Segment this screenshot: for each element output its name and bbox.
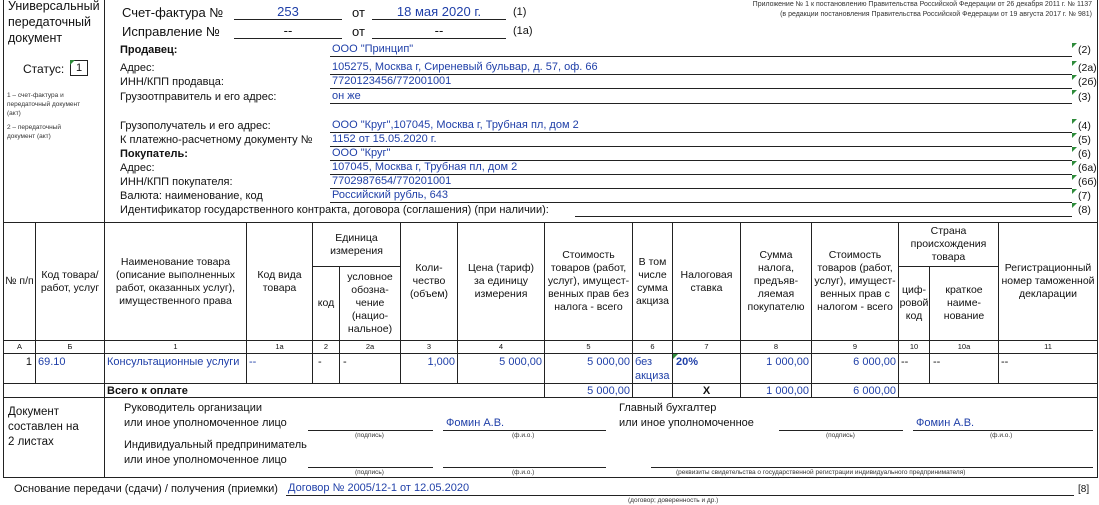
appendix-line-1: Приложение № 1 к постановлению Правительства Российской Федерации от 26 декабря 2011 г. № 1137 (752, 1, 1092, 8)
invoice-date-field[interactable]: 18 мая 2020 г. (372, 4, 506, 20)
colnum: Б (67, 342, 73, 351)
cell-unit-name[interactable]: - (343, 356, 347, 368)
party-code: (5) (1078, 134, 1091, 146)
ip-sig-caption: (подпись) (355, 469, 384, 476)
tax-rate-corner-mark (673, 354, 678, 359)
party-value-field[interactable]: 7720123456/772001001 (330, 75, 1072, 89)
party-value-field[interactable]: Российский рубль, 643 (330, 189, 1072, 203)
party-value-field[interactable]: 1152 от 15.05.2020 г. (330, 133, 1072, 147)
cell-name[interactable]: Консультационные услуги (107, 356, 240, 368)
th-tax-rate: Налоговая ставка (680, 268, 733, 294)
th-country-code: циф-ровой код (899, 284, 929, 322)
party-value-field[interactable]: ООО "Круг" (330, 147, 1072, 161)
basis-code: [8] (1078, 484, 1090, 495)
cell-country-code[interactable]: -- (901, 356, 909, 368)
field-corner-mark (1072, 119, 1077, 124)
th-kind-code: Код вида товара (257, 268, 302, 294)
th-unit-group: Единица измерения (330, 231, 383, 257)
party-code: (6а) (1078, 162, 1097, 174)
party-label: ИНН/КПП продавца: (120, 76, 224, 88)
signatures-bottom-border (3, 477, 1098, 478)
basis-label: Основание передачи (сдачи) / получения (приемки) (14, 483, 278, 495)
frame-left-upper (3, 0, 4, 222)
invoice-from-label: от (352, 5, 365, 20)
head-name-field[interactable]: Фомин А.В. (443, 417, 606, 431)
head-label-1: Руководитель организации (124, 402, 263, 414)
party-label: ИНН/КПП покупателя: (120, 176, 233, 188)
field-corner-mark (1072, 43, 1077, 48)
party-label: К платежно-расчетному документу № (120, 134, 313, 146)
party-label: Валюта: наименование, код (120, 190, 263, 202)
party-label: Покупатель: (120, 148, 188, 160)
chief-acc-fio-caption: (ф.и.о.) (990, 432, 1013, 439)
th-country-name: краткое наиме-нование (943, 284, 985, 322)
cell-tax-sum[interactable]: 1 000,00 (766, 356, 809, 368)
th-cost-with-tax: Стоимость товаров (работ, услуг), имущест-венных прав с налогом - всего (814, 249, 896, 313)
party-label: Продавец: (120, 44, 178, 56)
chief-acc-label-2: или иное уполномоченное (619, 417, 754, 429)
frame-left-lower (3, 397, 4, 477)
cell-country-name[interactable]: -- (933, 356, 941, 368)
th-code: Код товара/ работ, услуг (40, 268, 100, 294)
field-corner-mark (1072, 133, 1077, 138)
th-tax-sum: Сумма налога, предъяв-ляемая покупателю (747, 249, 805, 313)
correction-date-field[interactable]: -- (372, 23, 506, 39)
cell-price[interactable]: 5 000,00 (499, 356, 542, 368)
th-decl: Регистрационный номер таможенной декларации (1001, 262, 1095, 300)
doc-made-line-2: составлен на (8, 421, 79, 433)
colnum: 6 (650, 342, 655, 351)
cell-cost-no-tax[interactable]: 5 000,00 (587, 356, 630, 368)
total-tax-sum: 1 000,00 (766, 385, 809, 397)
party-code: (6) (1078, 148, 1091, 160)
field-corner-mark (1072, 147, 1077, 152)
frame-divider-lower (104, 397, 105, 477)
invoice-number-field[interactable]: 253 (234, 4, 342, 20)
colnum: 11 (1044, 342, 1052, 351)
frame-right-lower (1097, 397, 1098, 477)
field-corner-mark (1072, 90, 1077, 95)
doc-title-line-3: документ (8, 31, 63, 45)
ip-name-field[interactable] (443, 454, 606, 468)
party-value-field[interactable]: 107045, Москва г, Трубная пл, дом 2 (330, 161, 1072, 175)
colnum: 10 (909, 342, 919, 351)
correction-number-field[interactable]: -- (234, 23, 342, 39)
th-name: Наименование товара (описание выполненных работ, оказанных услуг), имущественного права (115, 255, 236, 307)
th-country-group: Страна происхождения товара (910, 225, 987, 263)
colnum: 10а (957, 342, 971, 351)
party-label: Грузоотправитель и его адрес: (120, 91, 277, 103)
frame-sidebar-divider (104, 0, 105, 222)
correction-label: Исправление № (122, 24, 220, 39)
party-value-field[interactable]: ООО "Принцип" (330, 43, 1072, 57)
frame-right-upper (1097, 0, 1098, 222)
th-price: Цена (тариф) за единицу измерения (467, 262, 535, 300)
status-note-2a: 2 – передаточный (7, 124, 61, 131)
party-label: Грузополучатель и его адрес: (120, 120, 271, 132)
cell-excise-line-2[interactable]: акциза (635, 370, 670, 382)
party-code: (2а) (1078, 62, 1097, 74)
code-1: (1) (513, 6, 527, 18)
colnum: 9 (852, 342, 858, 351)
party-code: (2б) (1078, 76, 1097, 88)
th-cost-no-tax: Стоимость товаров (работ, услуг), имущест-венных прав без налога - всего (547, 249, 630, 313)
party-code: (2) (1078, 44, 1091, 56)
status-label: Статус: (23, 62, 65, 76)
colnum: 1 (173, 342, 178, 351)
colnum: А (16, 342, 22, 351)
head-sig-caption: (подпись) (355, 432, 384, 439)
doc-made-line-3: 2 листах (8, 436, 54, 448)
invoice-label: Счет-фактура № (122, 5, 224, 20)
party-code: (3) (1078, 91, 1091, 103)
total-label: Всего к оплате (107, 385, 188, 397)
colnum: 7 (704, 342, 709, 351)
party-code: (8) (1078, 204, 1091, 216)
head-label-2: или иное уполномоченное лицо (124, 417, 287, 429)
ip-requisites-field[interactable] (651, 454, 1093, 468)
basis-caption: (договор; доверенность и др.) (628, 497, 719, 504)
colnum: 1а (275, 342, 284, 351)
total-bottom-border (3, 397, 1098, 398)
field-corner-mark (1072, 189, 1077, 194)
cell-no: 1 (25, 356, 32, 368)
party-value-field[interactable]: 7702987654/770201001 (330, 175, 1072, 189)
col-line (1097, 222, 1098, 397)
th-qty: Коли-чество (объем) (409, 262, 449, 300)
doc-title-line-2: передаточный (8, 15, 91, 29)
doc-made-line-1: Документ (8, 406, 60, 418)
party-code: (4) (1078, 120, 1091, 132)
party-code: (7) (1078, 190, 1091, 202)
cell-kind-code[interactable]: -- (249, 356, 257, 368)
th-unit-code: код (317, 297, 335, 309)
party-value-field[interactable]: ООО "Круг",107045, Москва г, Трубная пл, дом 2 (330, 119, 1072, 133)
party-label: Адрес: (120, 162, 155, 174)
ip-fio-caption: (ф.и.о.) (512, 469, 535, 476)
party-label: Адрес: (120, 62, 155, 74)
code-1a: (1а) (513, 25, 533, 37)
ip-label-2: или иное уполномоченное лицо (124, 454, 287, 466)
status-corner-mark (70, 60, 75, 65)
chief-acc-label-1: Главный бухгалтер (619, 402, 717, 414)
party-value-field[interactable] (575, 203, 1072, 217)
ip-requisites-caption: (реквизиты свидетельства о государственной регистрации индивидуального предпринимателя) (676, 469, 966, 476)
chief-acc-sig-caption: (подпись) (826, 432, 855, 439)
cell-tax-rate[interactable]: 20% (676, 356, 699, 368)
head-fio-caption: (ф.и.о.) (512, 432, 535, 439)
party-label: Идентификатор государственного контракта, договора (соглашения) (при наличии): (120, 204, 549, 216)
cell-unit-code[interactable]: - (318, 356, 322, 368)
cell-qty[interactable]: 1,000 (427, 356, 455, 368)
colnum: 8 (773, 342, 779, 351)
status-note-1b: передаточный документ (7, 101, 81, 108)
row-bottom-border (3, 383, 1098, 384)
colnum: 4 (498, 342, 504, 351)
chief-acc-signature-line[interactable] (779, 417, 903, 431)
ip-label-1: Индивидуальный предприниматель (124, 439, 307, 451)
doc-title-line-1: Универсальный (8, 0, 100, 13)
ip-signature-line[interactable] (308, 454, 433, 468)
field-corner-mark (1072, 175, 1077, 180)
total-cost-with-tax: 6 000,00 (853, 385, 896, 397)
head-signature-line[interactable] (308, 417, 433, 431)
colnum-bottom-border (3, 353, 1098, 354)
cell-cost-with-tax[interactable]: 6 000,00 (853, 356, 896, 368)
cell-code[interactable]: 69.10 (38, 356, 66, 368)
cell-decl[interactable]: -- (1001, 356, 1009, 368)
total-excise: X (702, 385, 711, 397)
party-code: (6б) (1078, 176, 1097, 188)
colnum: 2 (323, 342, 329, 351)
status-note-1c: (акт) (7, 110, 21, 117)
cell-excise-line-1[interactable]: без (635, 356, 653, 368)
party-value-field[interactable]: он же (330, 90, 1072, 104)
colnum: 3 (426, 342, 432, 351)
correction-from-label: от (352, 24, 365, 39)
th-excise: В том числе сумма акциза (636, 255, 669, 307)
party-value-field[interactable]: 105275, Москва г, Сиреневый бульвар, д. 57, оф. 66 (330, 61, 1072, 75)
th-unit-name: условное обозна-чение (нацио-нальное) (347, 271, 393, 335)
status-note-2b: документ (акт) (7, 133, 51, 140)
colnum: 2а (365, 342, 375, 351)
colnum: 5 (586, 342, 591, 351)
status-value-box[interactable]: 1 (70, 60, 88, 76)
chief-acc-name-field[interactable]: Фомин А.В. (913, 417, 1093, 431)
status-note-1a: 1 – счет-фактура и (7, 92, 64, 99)
th-no: № п/п (5, 275, 34, 287)
basis-field[interactable]: Договор № 2005/12-1 от 12.05.2020 (286, 482, 1074, 496)
field-corner-mark (1072, 203, 1077, 208)
appendix-line-2: (в редакции постановления Правительства Российской Федерации от 19 августа 2017 г. № 981) (780, 11, 1092, 18)
field-corner-mark (1072, 161, 1077, 166)
field-corner-mark (1072, 61, 1077, 66)
field-corner-mark (1072, 75, 1077, 80)
total-cost-no-tax: 5 000,00 (587, 385, 630, 397)
